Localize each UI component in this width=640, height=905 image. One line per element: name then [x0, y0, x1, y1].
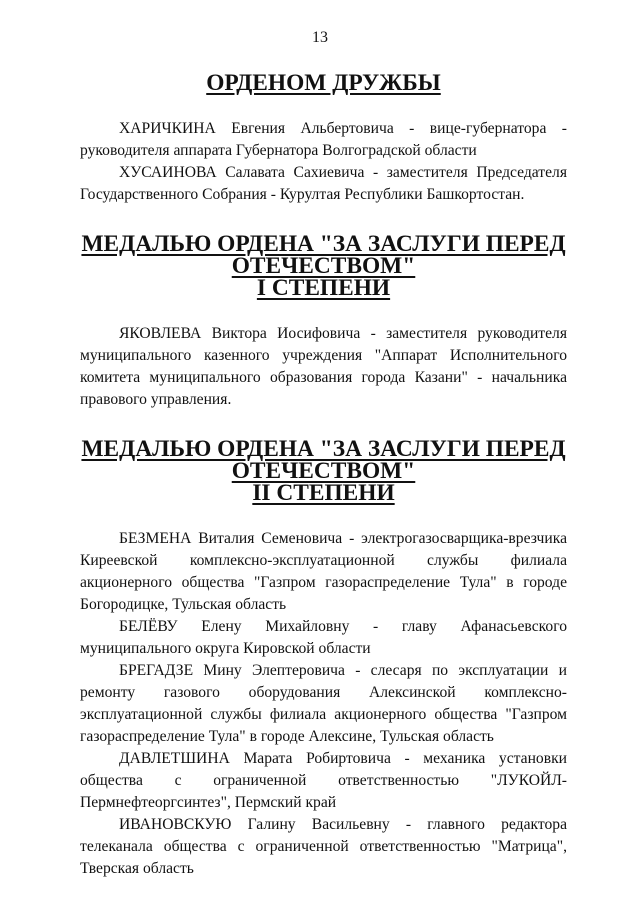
award-entry: БЕЗМЕНА Виталия Семеновича - электрогазосварщика-врезчика Киреевской комплексно-эксплуатационной службы филиала акционерного общества "Газпром газораспределение Тула" в городе Богородицке, Тульская область: [80, 530, 567, 613]
award-entry: ДАВЛЕТШИНА Марата Робиртовича - механика установки общества с ограниченной ответственностью "ЛУКОЙЛ-Пермнефтеоргсинтез", Пермский край: [80, 750, 567, 811]
award-entry: ХУСАИНОВА Салавата Сахиевича - заместителя Председателя Государственного Собрания - Курултая Республики Башкортостан.: [80, 164, 567, 203]
award-section-medal-first-degree: [80, 233, 567, 411]
section-heading: [80, 233, 567, 299]
document-body: [80, 72, 567, 880]
heading-line: МЕДАЛЬЮ ОРДЕНА "ЗА ЗАСЛУГИ ПЕРЕД ОТЕЧЕСТВОМ": [81, 231, 566, 279]
heading-line: II СТЕПЕНИ: [252, 480, 395, 506]
award-entry: ИВАНОВСКУЮ Галину Васильевну - главного редактора телеканала общества с ограниченной ответственностью "Матрица", Тверская область: [80, 816, 567, 877]
section-heading: [80, 438, 567, 504]
heading-line: ОРДЕНОМ ДРУЖБЫ: [206, 70, 441, 96]
award-section-medal-second-degree: [80, 438, 567, 880]
award-section-order-of-friendship: [80, 72, 567, 206]
award-entry: ЯКОВЛЕВА Виктора Иосифовича - заместителя руководителя муниципального казенного учреждения "Аппарат Исполнительного комитета муниципального образования города Казани" - начальника правового управления.: [80, 325, 567, 408]
award-entry: ХАРИЧКИНА Евгения Альбертовича - вице-губернатора - руководителя аппарата Губернатора Волгоградской области: [80, 120, 567, 159]
heading-line: МЕДАЛЬЮ ОРДЕНА "ЗА ЗАСЛУГИ ПЕРЕД ОТЕЧЕСТВОМ": [81, 436, 566, 484]
award-entry: БРЕГАДЗЕ Мину Элептеровича - слесаря по эксплуатации и ремонту газового оборудования Алексинской комплексно-эксплуатационной службы филиала акционерного общества "Газпром газораспределение Тула" в городе Алексине, Тульская область: [80, 662, 567, 745]
section-heading: [80, 72, 567, 94]
award-entry: БЕЛЁВУ Елену Михайловну - главу Афанасьевского муниципального округа Кировской области: [80, 618, 567, 657]
heading-line: I СТЕПЕНИ: [256, 275, 391, 301]
page-number: 13: [312, 29, 328, 46]
